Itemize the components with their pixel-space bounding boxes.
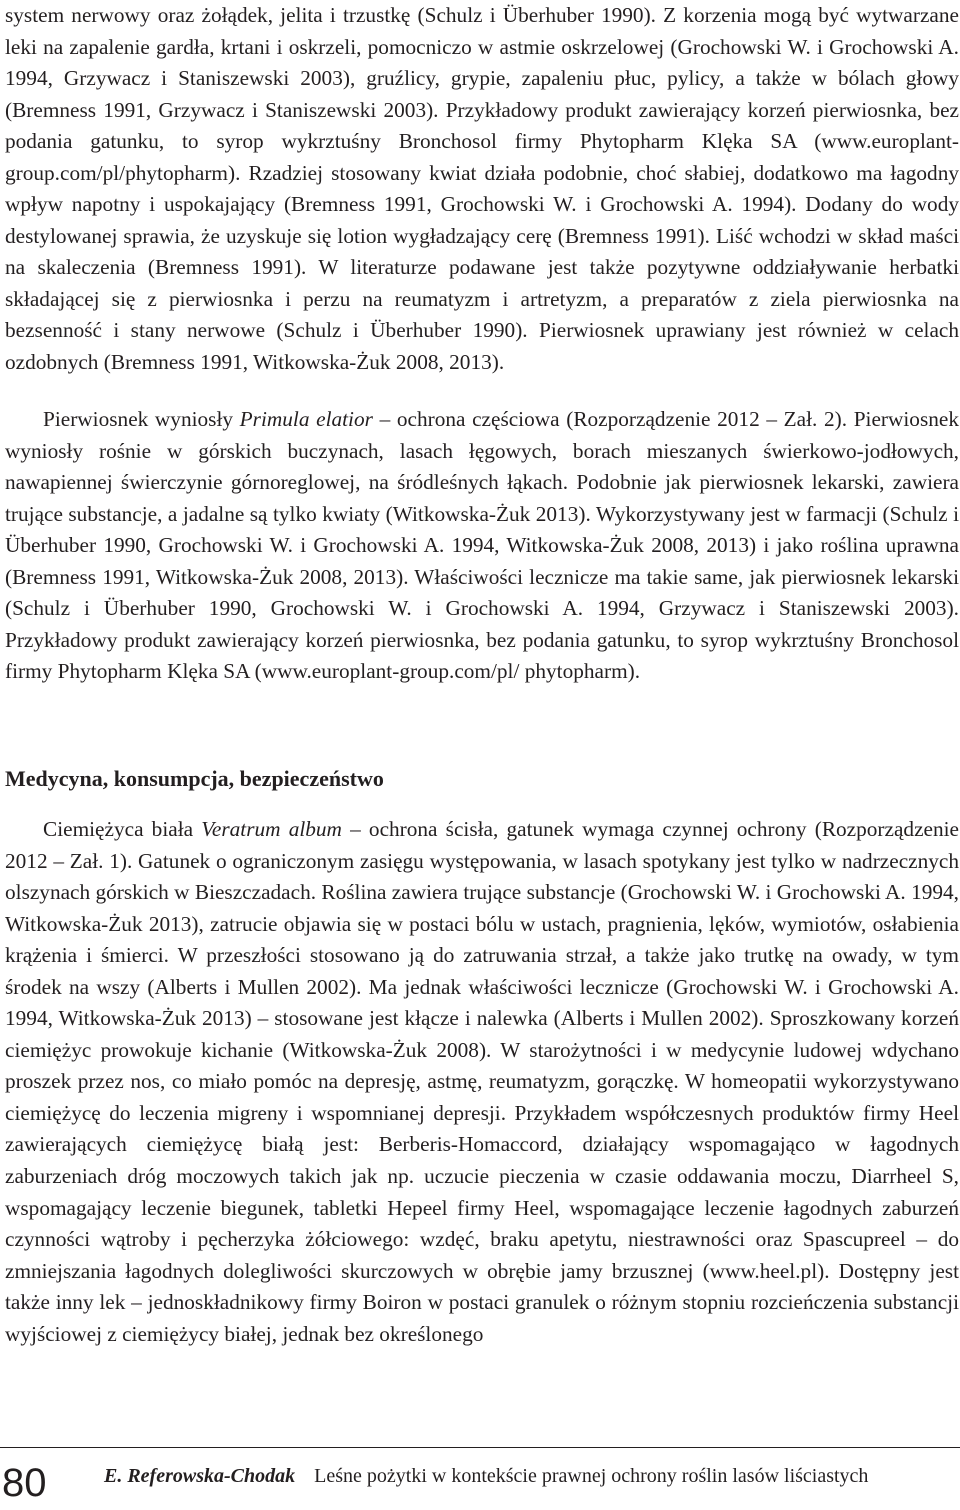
body-paragraph-2 (5, 404, 959, 688)
text-run: Pierwiosnek wyniosły (43, 407, 240, 431)
body-paragraph-3 (5, 814, 959, 1350)
text-run: Ciemiężyca biała (43, 817, 202, 841)
text-run: system nerwowy oraz żołądek, jelita i trzustkę (Schulz i Überhuber 1990). Z korzenia mogą być wytwarzane leki na zapalenie gardła, krtani i oskrzeli, pomocniczo w astmie oskrzelowej (Grochowski W. i Grochowski A. 1994, Grzywacz i Staniszewski 2003), gruźlicy, grypie, zapaleniu płuc, pylicy, a także w bólach głowy (Bremness 1991, Grzywacz i Staniszewski 2003). Przykładowy produkt zawierający korzeń pierwiosnka, bez podania gatunku, to syrop wykrztuśny Bronchosol firmy Phytopharm Klęka SA (www.europlant-group.com/pl/phytopharm). Rzadziej stosowany kwiat działa podobnie, choć słabiej, dodatkowo ma łagodny wpływ napotny i uspokajający (Bremness 1991, Grochowski W. i Grochowski A. 1994). Dodany do wody destylowanej sprawia, że uzyskuje się lotion wygładzający cerę (Bremness 1991). Liść wchodzi w skład maści na skaleczenia (Bremness 1991). W literaturze podawane jest także pozytywne oddziaływanie herbatki składającej się z pierwiosnka i perzu na reumatyzm i artretyzm, a preparatów z ziela pierwiosnka na bezsenność i stany nerwowe (Schulz i Überhuber 1990). Pierwiosnek uprawiany jest również w celach ozdobnych (Bremness 1991, Witkowska-Żuk 2008, 2013). (5, 3, 959, 375)
footer-author: E. Referowska-Chodak (104, 1465, 296, 1487)
text-run: – ochrona częściowa (Rozporządzenie 2012 – Zał. 2). Pierwiosnek wyniosły rośnie w górskich buczynach, lasach łęgowych, borach mieszanych świerkowo-jodłowych, nawapiennej świerczynie górnoreglowej, na śródleśnych łąkach. Podobnie jak pierwiosnek lekarski, zawiera trujące substancje, a jadalne są tylko kwiaty (Witkowska-Żuk 2013). Wykorzystywany jest w farmacji (Schulz i Überhuber 1990, Grochowski W. i Grochowski A. 1994, Witkowska-Żuk 2008, 2013) i jako roślina uprawna (Bremness 1991, Witkowska-Żuk 2008, 2013). Właściwości lecznicze ma takie same, jak pierwiosnek lekarski (Schulz i Überhuber 1990, Grochowski W. i Grochowski A. 1994, Grzywacz i Staniszewski 2003). Przykładowy produkt zawierający korzeń pierwiosnka, bez podania gatunku, to syrop wykrztuśny Bronchosol firmy Phytopharm Klęka SA (www.europlant-group.com/pl/ phytopharm). (5, 407, 959, 684)
footer-rule (0, 1447, 960, 1448)
species-name: Primula elatior (239, 407, 373, 431)
section-heading: Medycyna, konsumpcja, bezpieczeństwo (5, 766, 384, 791)
footer-title: Leśne pożytki w kontekście prawnej ochrony roślin lasów liściastych (314, 1465, 869, 1487)
species-name: Veratrum album (201, 817, 342, 841)
text-run: – ochrona ścisła, gatunek wymaga czynnej ochrony (Rozporządzenie 2012 – Zał. 1). Gatunek o ograniczonym zasięgu występowania, w lasach spotykany jest tylko w nadrzecznych olszynach górskich w Bieszczadach. Roślina zawiera trujące substancje (Grochowski W. i Grochowski A. 1994, Witkowska-Żuk 2013), zatrucie objawia się w postaci bólu w ustach, pragnienia, lęków, wymiotów, osłabienia krążenia i śmierci. W przeszłości stosowano ją do zatruwania strzał, a także jako trutkę na owady, w tym środek na wszy (Alberts i Mullen 2002). Ma jednak właściwości lecznicze (Grochowski W. i Grochowski A. 1994, Witkowska-Żuk 2013) – stosowane jest kłącze i nalewka (Alberts i Mullen 2002). Sproszkowany korzeń ciemiężyc prowokuje kichanie (Witkowska-Żuk 2008). W starożytności i w medycynie ludowej wdychano proszek przez nos, co miało pomóc na depresję, astmę, reumatyzm, gorączkę. W homeopatii wykorzystywano ciemiężycę do leczenia migreny i wspomnianej depresji. Przykładem współczesnych produktów firmy Heel zawierających ciemiężycę białą jest: Berberis-Homaccord, działający wspomagająco w łagodnych zaburzeniach dróg moczowych takich jak np. uczucie pieczenia w czasie oddawania moczu, Diarrheel S, wspomagający leczenie biegunek, tabletki Hepeel firmy Heel, wspomagające leczenie łagodnych zaburzeń czynności wątroby i pęcherzyka żółciowego: wzdęć, braku apetytu, niestrawności oraz Spascupreel – do zmniejszania łagodnych dolegliwości skurczowych w obrębie jamy brzusznej (www.heel.pl). Dostępny jest także inny lek – jednoskładnikowy firmy Boiron w postaci granulek o różnym stopniu rozcieńczenia substancji wyjściowej z ciemiężycy białej, jednak bez określonego (5, 817, 959, 1346)
page-number: 80 (2, 1461, 47, 1505)
running-footer (104, 1463, 868, 1489)
body-paragraph-1 (5, 0, 959, 379)
